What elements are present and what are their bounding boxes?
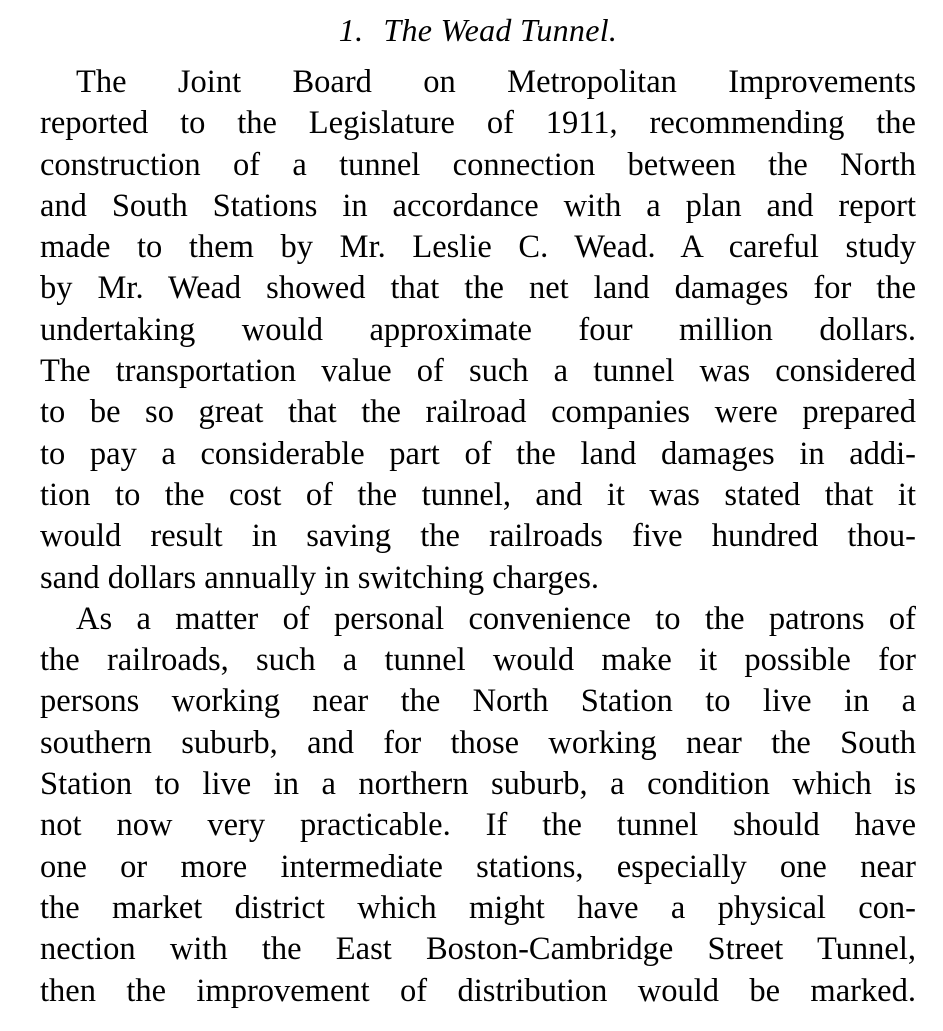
text-line: undertaking would approximate four million dollars. [40, 311, 916, 348]
text-line: southern suburb, and for those working near the South [40, 724, 916, 761]
paragraph-1 [40, 62, 916, 599]
text-line: The Joint Board on Metropolitan Improvements [76, 64, 916, 100]
section-title: The Wead Tunnel. [383, 12, 618, 48]
text-line: persons working near the North Station to live in a [40, 683, 916, 720]
text-line: Station to live in a northern suburb, a condition which is [40, 766, 916, 803]
text-line: sand dollars annually in switching charges. [40, 559, 600, 596]
text-line: The transportation value of such a tunnel was considered [40, 353, 916, 390]
text-line: and South Stations in accordance with a plan and report [40, 187, 916, 224]
text-line: not now very practicable. If the tunnel should have [40, 807, 916, 844]
paragraph-2 [40, 599, 916, 1012]
text-line: tion to the cost of the tunnel, and it was stated that it [40, 476, 916, 513]
text-line: nection with the East Boston-Cambridge Street Tunnel, [40, 931, 916, 968]
text-line: reported to the Legislature of 1911, recommending the [40, 105, 916, 142]
text-line: by Mr. Wead showed that the net land damages for the [40, 270, 916, 307]
text-line: construction of a tunnel connection between the North [40, 146, 916, 183]
text-line: to pay a considerable part of the land damages in addi- [40, 435, 916, 472]
document-page [40, 0, 916, 1012]
text-line: would result in saving the railroads five hundred thou- [40, 518, 916, 555]
section-number: 1. [338, 12, 364, 48]
text-line: then the improvement of distribution would be marked. [40, 972, 916, 1009]
text-line: the railroads, such a tunnel would make it possible for [40, 642, 916, 679]
text-line: As a matter of personal convenience to the patrons of [76, 600, 916, 637]
text-line: the market district which might have a physical con- [40, 889, 916, 926]
text-line: made to them by Mr. Leslie C. Wead. A careful study [40, 229, 916, 266]
section-heading [40, 10, 916, 50]
text-line: one or more intermediate stations, especially one near [40, 848, 916, 885]
text-line: to be so great that the railroad companies were prepared [40, 394, 916, 431]
